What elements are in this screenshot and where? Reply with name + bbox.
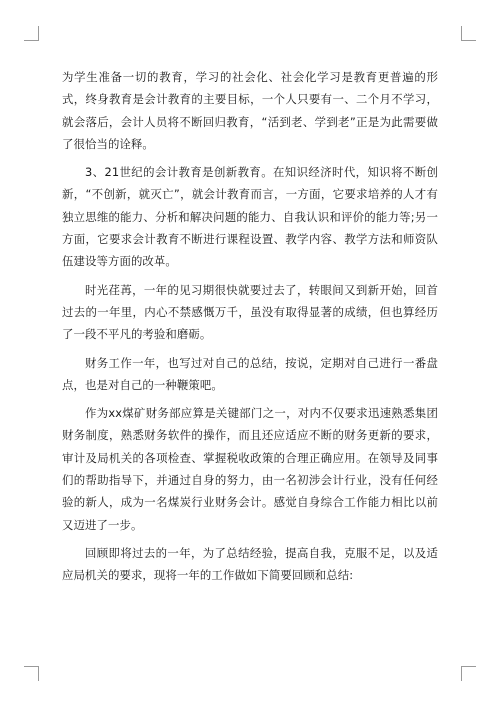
paragraph-one-year-summary: 财务工作一年，也写过对自己的总结，按说，定期对自己进行一番盘点，也是对自己的一种鞭策吧。 [62, 355, 438, 392]
paragraph-finance-department: 作为xx煤矿财务部应算是关键部门之一，对内不仅要求迅速熟悉集团财务制度，熟悉财务软件的操作，而且还应适应不断的财务更新的要求，审计及局机关的各项检查、掌握税收政策的合理正确应用。在领导及同事们的帮助指导下，并通过自身的努力，由一名初涉会计行业，没有任何经验的新人，成为一名煤炭行业财务会计。感觉自身综合工作能力相比以前又迈进了一步。 [62, 406, 438, 532]
paragraph-review-intro: 回顾即将过去的一年，为了总结经验，提高自我，克服不足，以及适应局机关的要求，现将一年的工作做如下简要回顾和总结: [62, 545, 438, 583]
paragraph-innovation-education: 3、21世纪的会计教育是创新教育。在知识经济时代，知识将不断创新，“不创新，就灭亡”，就会计教育而言，一方面，它要求培养的人才有独立思维的能力、分析和解决问题的能力、自我认识和评价的能力等;另一方面，它要求会计教育不断进行课程设置、教学内容、教学方法和师资队伍建设等方面的改革。 [62, 165, 438, 269]
crop-mark-top-left [24, 26, 39, 41]
crop-mark-bottom-right [461, 666, 476, 681]
document-body [62, 66, 438, 593]
paragraph-time-flies: 时光荏苒，一年的见习期很快就要过去了，转眼间又到新开始，回首过去的一年里，内心不禁感慨万千，虽没有取得显著的成绩，但也算经历了一段不平凡的考验和磨砺。 [62, 282, 438, 342]
crop-mark-top-right [461, 26, 476, 41]
crop-mark-bottom-left [24, 666, 39, 681]
paragraph-continuation: 为学生准备一切的教育，学习的社会化、社会化学习是教育更普遍的形式，终身教育是会计教育的主要目标，一个人只要有一、二个月不学习，就会落后，会计人员将不断回归教育，“活到老、学到老”正是为此需要做了很恰当的诠释。 [62, 70, 438, 151]
